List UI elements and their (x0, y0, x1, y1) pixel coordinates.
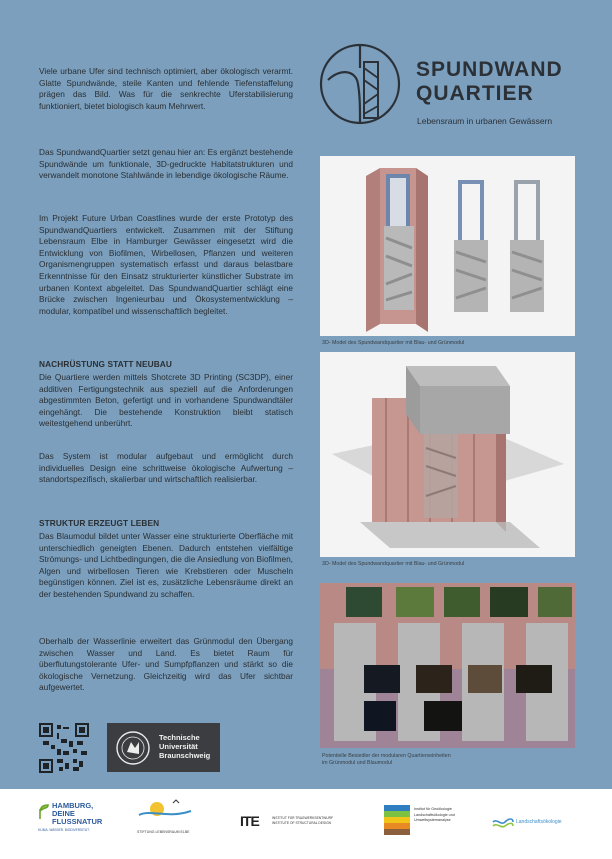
caption-figure-3-line-1: Potentielle Besiedler der modularen Quartierseinheiten (322, 753, 451, 759)
ite-line-2: INSTITUTE OF STRUCTURAL DESIGN (272, 820, 332, 825)
stiftung-lebensraum-elbe-logo (137, 797, 193, 834)
ite-line-1: INSTITUT FÜR TRAGWERKSENTWURF (272, 816, 334, 820)
intro-paragraph-1: Viele urbane Ufer sind technisch optimiert, aber ökologisch verarmt. Glatte Spundwände, steile Kanten und fehlende Tiefenstaffelung prägen das Bild. Was für die senkrechte Uferstabilisierung funktioniert, bietet biologisch kaum Mehrwert. (39, 66, 293, 111)
tu-name-line-2: Universität (159, 742, 198, 751)
caption-figure-3 (322, 753, 572, 767)
hamburg-line-3: FLUSSNATUR (52, 817, 103, 826)
elbe-name: STIFTUNG LEBENSRAUM ELBE (137, 830, 190, 834)
landschaftsoekologie-name: Landschaftsökologie (516, 819, 562, 825)
partner-footer (0, 789, 612, 859)
hamburg-leaf-icon (38, 803, 50, 819)
caption-figure-1: 3D- Model des Spundwandquartier mit Blau- und Grünmodul (322, 340, 465, 346)
tu-braunschweig-logo (107, 723, 220, 772)
structure-paragraph-1: Das Blaumodul bildet unter Wasser eine strukturierte Oberfläche mit unterschiedlich geneigten Ebenen. Dadurch entstehen vielfältige Strömungs- und Lichtbedingungen, die die Ansiedlung von Biofilmen, Algen und wirbellosen Tieren wie Krebstieren oder Muscheln begünstigen können. Ziel ist es, zusätzliche Lebensräume direkt an der bestehenden Spundwand zu schaffen. (39, 531, 293, 599)
caption-figure-3-line-2: im Grünmodul und Blaumodul (322, 760, 393, 766)
installed-render-image (320, 352, 575, 557)
intro-paragraph-2: Das SpundwandQuartier setzt genau hier an: Es ergänzt bestehende Spundwände um funktionale, 3D-gedruckte Habitatstrukturen und verwandelt monotone Stahlwände in lebendige ökologische Räume. (39, 147, 293, 181)
hamburg-line-1: HAMBURG, (52, 801, 94, 810)
settlers-collage-image (320, 583, 575, 748)
inst-line-3: Umweltsystemanalyse (414, 818, 451, 822)
elbe-sun-icon (137, 797, 193, 821)
tu-name-line-1: Technische (159, 733, 200, 742)
university-seal-icon (115, 730, 151, 766)
tu-name (159, 733, 219, 760)
brand-subtitle: Lebensraum in urbanen Gewässern (417, 116, 553, 126)
hamburg-line-2: DEINE (52, 809, 75, 818)
qr-code-icon[interactable] (39, 723, 89, 773)
module-render-image (320, 156, 575, 336)
retrofit-paragraph-2: Das System ist modular aufgebaut und ermöglicht durch individuelles Design eine schrittweise ökologische Aufwertung – standortspezifisch, skalierbar und wirtschaftlich realisierbar. (39, 451, 293, 485)
tu-name-line-3: Braunschweig (159, 751, 211, 760)
figure-3d-model-modules (320, 156, 575, 336)
figure-potential-settlers (320, 583, 575, 748)
wave-icon (492, 817, 514, 829)
retrofit-paragraph-1: Die Quartiere werden mittels Shotcrete 3D Printing (SC3DP), einer additiven Fertigungstechnik aus speziell auf die Anforderungen abgestimmten Beton, gefertigt und in vorhandene Spundwandtäler eingehängt. Die bestehende Konstruktion bleibt statisch weitestgehend unberührt. (39, 372, 293, 429)
section-heading-retrofit: NACHRÜSTUNG STATT NEUBAU (39, 359, 172, 369)
hamburg-tagline: KLIMA. WASSER. BIODIVERSITÄT. (38, 828, 90, 832)
brand-title-line-2: QUARTIER (416, 82, 534, 105)
section-heading-structure: STRUKTUR ERZEUGT LEBEN (39, 518, 160, 528)
intro-paragraph-3: Im Projekt Future Urban Coastlines wurde der erste Prototyp des SpundwandQuartiers entwickelt. Zusammen mit der Stiftung Lebensraum Elbe in Hamburger Gewässer eingesetzt wird die Entwicklung von Biofilmen, Wirbellosen, Pflanzen und weiteren Organismengruppen systematisch erfasst und daraus belastbare Erkenntnisse für den Einsatz strukturierter künstlicher Substrate im urbanen Kontext abgeleitet. Das SpundwandQuartier schlägt eine Brücke zwischen Ingenieurbau und Ökosystementwicklung – modular, kompatibel und wissenschaftlich begleitet. (39, 213, 293, 316)
ite-mark-icon: ITE (240, 813, 259, 829)
inst-line-1: Institut für Geoökologie (414, 807, 452, 811)
caption-figure-2: 3D- Model des Spundwandquartier mit Blau- und Grünmodul (322, 561, 465, 567)
figure-3d-model-installed (320, 352, 575, 557)
brand-title-line-1: SPUNDWAND (416, 58, 563, 81)
geooekologie-stripes-icon (384, 805, 410, 835)
brand-title (416, 58, 596, 106)
spundwand-logo-icon (314, 38, 406, 130)
structure-paragraph-2: Oberhalb der Wasserlinie erweitert das Grünmodul den Übergang zwischen Wasser und Land. Es bietet Raum für überflutungstolerante Ufer- und Sumpfpflanzen und stärkt so die ökologische Vernetzung. Gleichzeitig wird das Ufer sichtbar aufgewertet. (39, 636, 293, 693)
inst-line-2: Landschaftsökologie und (414, 812, 455, 817)
